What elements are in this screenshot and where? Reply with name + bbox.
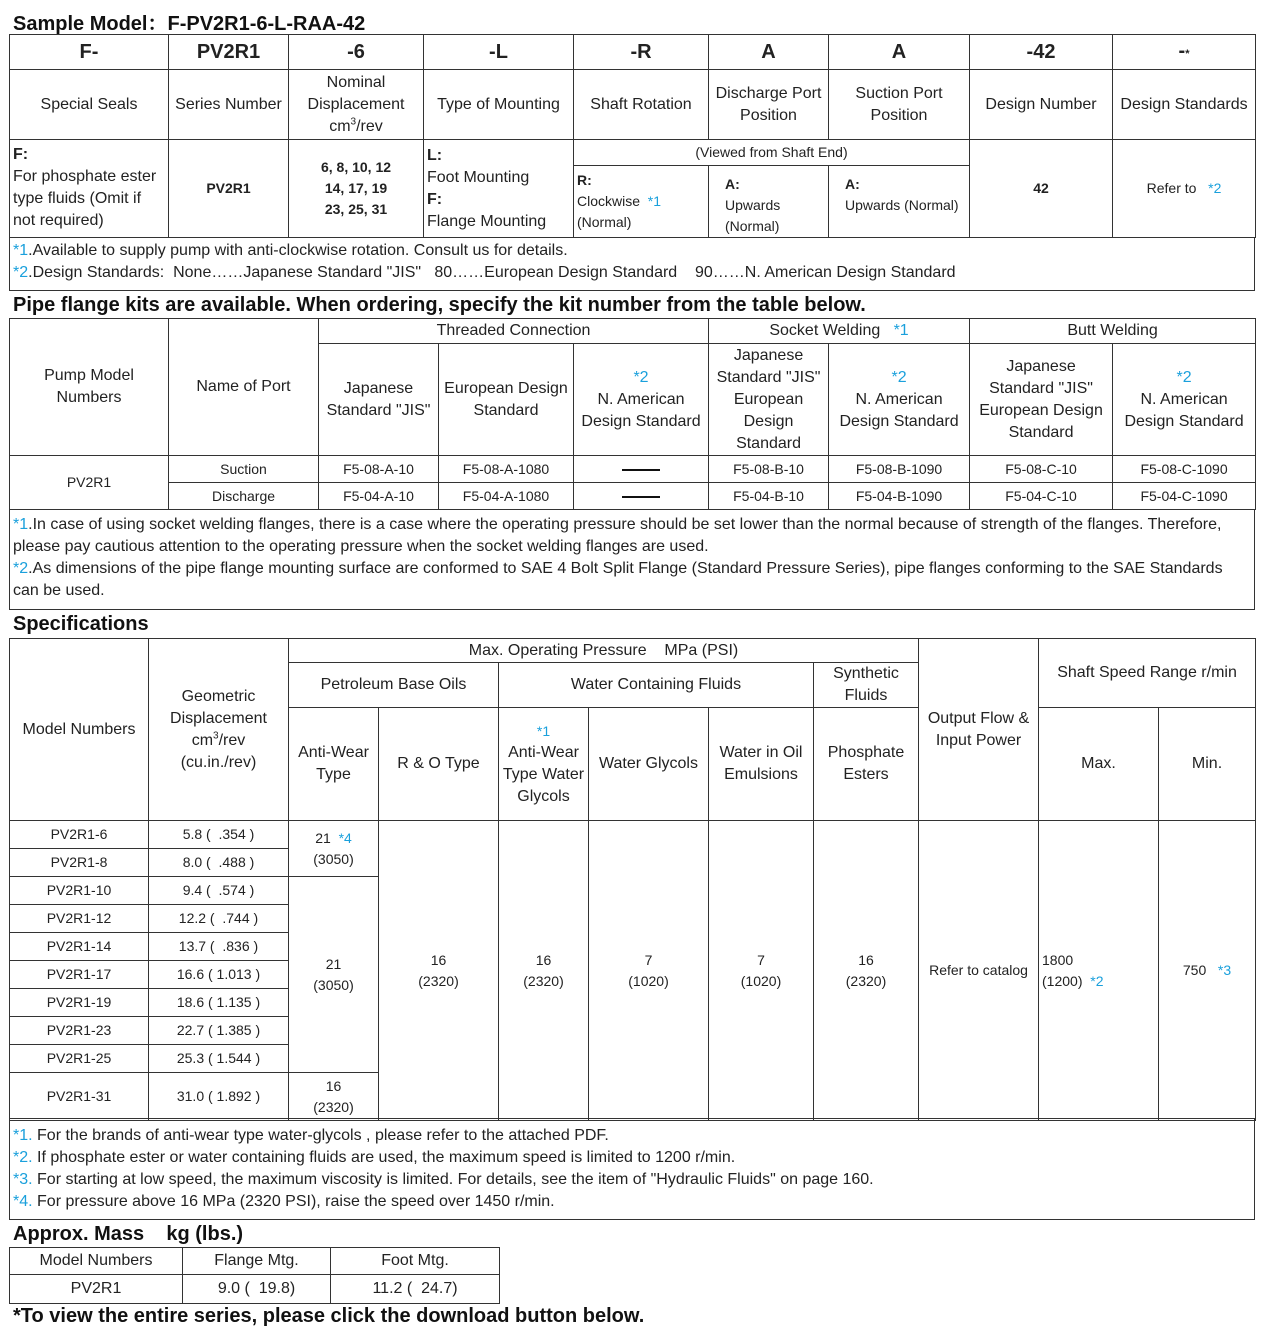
table-row — [10, 483, 1256, 510]
series-option: PV2R1 — [169, 140, 289, 238]
specs-title: Specifications — [13, 613, 149, 635]
flange-notes: *1.In case of using socket welding flanges, there is a case where the operating pressure should be set lower than the normal because of strength of the flanges. Therefore, please pay cautious attention to the operating pressure when the socket welding flanges are used. *2.As dimensions of the pipe flange mounting surface are conformed to SAE 4 Bolt Split Flange (Standard Pressure Series), pipe flanges conforming to the SAE Standards can be used. — [9, 509, 1255, 610]
flange-title: Pipe flange kits are available. When ordering, specify the kit number from the table below. — [13, 294, 866, 316]
disp-cell: 31.0 ( 1.892 ) — [149, 1073, 289, 1121]
kit-cell: F5-04-C-1090 — [1113, 483, 1256, 510]
header-discharge-port: Discharge Port Position — [709, 70, 829, 140]
header-socket: Socket Welding *1 — [709, 319, 970, 344]
rotation-option: R: Clockwise *1 (Normal) — [574, 166, 709, 238]
disp-cell: 12.2 ( .744 ) — [149, 905, 289, 933]
model-cell: PV2R1-19 — [10, 989, 149, 1017]
mass-table — [9, 1247, 500, 1304]
code-design-number: -42 — [970, 35, 1113, 70]
header-name-of-port: Name of Port — [169, 319, 319, 456]
water-glycol-value: 7 (1020) — [589, 821, 709, 1121]
header-butt-na: *2 N. American Design Standard — [1113, 344, 1256, 456]
viewed-from-shaft-end: (Viewed from Shaft End) — [574, 140, 970, 166]
mass-foot-value: 11.2 ( 24.7) — [331, 1275, 500, 1304]
specs-notes: *1. For the brands of anti-wear type water-glycols , please refer to the attached PDF. *2. If phosphate ester or water containing fluids are used, the maximum speed is limited to 1200 r/min. *3. For starting at low speed, the maximum viscosity is limited. For details, see the item of "Hydraulic Fluids" on page 160. *4. For pressure above 16 MPa (2320 PSI), raise the speed over 1450 r/min. — [9, 1118, 1255, 1220]
header-threaded-eu: European Design Standard — [439, 344, 574, 456]
sample-model-table — [9, 34, 1256, 238]
disp-cell: 16.6 ( 1.013 ) — [149, 961, 289, 989]
code-design-standards: -* — [1113, 35, 1256, 70]
header-butt: Butt Welding — [970, 319, 1256, 344]
ro-value: 16 (2320) — [379, 821, 499, 1121]
header-design-number: Design Number — [970, 70, 1113, 140]
header-r-o: R & O Type — [379, 708, 499, 821]
disp-cell: 5.8 ( .354 ) — [149, 821, 289, 849]
mass-header-model: Model Numbers — [10, 1248, 183, 1275]
code-discharge: A — [709, 35, 829, 70]
code-suction: A — [829, 35, 970, 70]
model-cell: PV2R1-8 — [10, 849, 149, 877]
disp-cell: 22.7 ( 1.385 ) — [149, 1017, 289, 1045]
water-in-oil-value: 7 (1020) — [709, 821, 814, 1121]
specs-table — [9, 638, 1256, 1121]
header-threaded: Threaded Connection — [319, 319, 709, 344]
code-displacement: -6 — [289, 35, 424, 70]
header-shaft-rotation: Shaft Rotation — [574, 70, 709, 140]
anti-wear-value: 21 (3050) — [289, 877, 379, 1073]
header-nominal-displacement: Nominal Displacement $cm^3$/rev — [289, 70, 424, 140]
download-note: *To view the entire series, please click the download button below. — [13, 1305, 645, 1327]
header-threaded-na: *2 N. American Design Standard — [574, 344, 709, 456]
header-design-standards: Design Standards — [1113, 70, 1256, 140]
model-cell: PV2R1-12 — [10, 905, 149, 933]
kit-cell: F5-08-B-1090 — [829, 456, 970, 483]
mass-title: Approx. Mass kg (lbs.) — [13, 1223, 244, 1245]
header-type-of-mounting: Type of Mounting — [424, 70, 574, 140]
header-petroleum: Petroleum Base Oils — [289, 663, 499, 708]
seal-option: F: For phosphate ester type fluids (Omit if not required) — [10, 140, 169, 238]
kit-cell: F5-04-C-10 — [970, 483, 1113, 510]
table-row — [10, 456, 1256, 483]
header-water-glycols: Water Glycols — [589, 708, 709, 821]
header-speed-max: Max. — [1039, 708, 1159, 821]
output-flow-value: Refer to catalog — [919, 821, 1039, 1121]
kit-cell: F5-04-B-1090 — [829, 483, 970, 510]
kit-cell: F5-08-A-1080 — [439, 456, 574, 483]
port-name: Discharge — [169, 483, 319, 510]
mass-flange-value: 9.0 ( 19.8) — [183, 1275, 331, 1304]
header-aw-water-glycols: *1 Anti-Wear Type Water Glycols — [499, 708, 589, 821]
design-standards-ref: Refer to *2 — [1113, 140, 1256, 238]
table-row — [10, 821, 1256, 849]
disp-cell: 13.7 ( .836 ) — [149, 933, 289, 961]
code-mounting: -L — [424, 35, 574, 70]
design-number-value: 42 — [970, 140, 1113, 238]
header-suction-port: Suction Port Position — [829, 70, 970, 140]
mounting-options: L: Foot Mounting F: Flange Mounting — [424, 140, 574, 238]
kit-cell: F5-08-C-1090 — [1113, 456, 1256, 483]
kit-cell: F5-04-A-10 — [319, 483, 439, 510]
header-model-numbers: Model Numbers — [10, 639, 149, 821]
header-socket-na: *2 N. American Design Standard — [829, 344, 970, 456]
mass-model: PV2R1 — [10, 1275, 183, 1304]
header-pump-model: Pump Model Numbers — [10, 319, 169, 456]
kit-cell: F5-08-A-10 — [319, 456, 439, 483]
kit-cell: F5-04-A-1080 — [439, 483, 574, 510]
disp-cell: 8.0 ( .488 ) — [149, 849, 289, 877]
header-threaded-jis: Japanese Standard "JIS" — [319, 344, 439, 456]
header-socket-jis-eu: Japanese Standard "JIS" European Design Standard — [709, 344, 829, 456]
kit-cell-none — [574, 456, 709, 483]
header-water-in-oil: Water in Oil Emulsions — [709, 708, 814, 821]
mass-header-flange: Flange Mtg. — [183, 1248, 331, 1275]
header-special-seals: Special Seals — [10, 70, 169, 140]
speed-min-value: 750 *3 — [1159, 821, 1256, 1121]
displacement-options: 6, 8, 10, 12 14, 17, 19 23, 25, 31 — [289, 140, 424, 238]
header-speed-min: Min. — [1159, 708, 1256, 821]
header-series-number: Series Number — [169, 70, 289, 140]
model-cell: PV2R1-10 — [10, 877, 149, 905]
mass-header-foot: Foot Mtg. — [331, 1248, 500, 1275]
flange-model: PV2R1 — [10, 456, 169, 510]
model-cell: PV2R1-23 — [10, 1017, 149, 1045]
kit-cell: F5-04-B-10 — [709, 483, 829, 510]
port-name: Suction — [169, 456, 319, 483]
header-synthetic: Synthetic Fluids — [814, 663, 919, 708]
code-seal: F- — [10, 35, 169, 70]
header-butt-jis-eu: Japanese Standard "JIS" European Design Standard — [970, 344, 1113, 456]
disp-cell: 9.4 ( .574 ) — [149, 877, 289, 905]
speed-max-value: 1800 (1200) *2 — [1039, 821, 1159, 1121]
code-rotation: -R — [574, 35, 709, 70]
anti-wear-value: 21 *4 (3050) — [289, 821, 379, 877]
anti-wear-value: 16 (2320) — [289, 1073, 379, 1121]
table-row — [10, 1275, 500, 1304]
header-water-containing: Water Containing Fluids — [499, 663, 814, 708]
code-series: PV2R1 — [169, 35, 289, 70]
header-max-pressure: Max. Operating Pressure MPa (PSI) — [289, 639, 919, 663]
flange-table — [9, 318, 1256, 510]
suction-option: A: Upwards (Normal) — [829, 166, 970, 238]
model-cell: PV2R1-6 — [10, 821, 149, 849]
disp-cell: 25.3 ( 1.544 ) — [149, 1045, 289, 1073]
model-cell: PV2R1-31 — [10, 1073, 149, 1121]
model-cell: PV2R1-25 — [10, 1045, 149, 1073]
phosphate-ester-value: 16 (2320) — [814, 821, 919, 1121]
header-shaft-speed: Shaft Speed Range r/min — [1039, 639, 1256, 708]
model-cell: PV2R1-14 — [10, 933, 149, 961]
header-anti-wear: Anti-Wear Type — [289, 708, 379, 821]
model-cell: PV2R1-17 — [10, 961, 149, 989]
header-geometric-displacement: Geometric Displacement $cm^3$/rev (cu.in./rev) — [149, 639, 289, 821]
kit-cell: F5-08-C-10 — [970, 456, 1113, 483]
sample-model-title: Sample Model：F-PV2R1-6-L-RAA-42 — [13, 13, 366, 35]
aw-water-glycol-value: 16 (2320) — [499, 821, 589, 1121]
header-output-flow: Output Flow & Input Power — [919, 639, 1039, 821]
kit-cell: F5-08-B-10 — [709, 456, 829, 483]
kit-cell-none — [574, 483, 709, 510]
sample-notes: *1.Available to supply pump with anti-clockwise rotation. Consult us for details. *2.Design Standards: None……Japanese Standard "JIS" 80……European Design Standard 90……N. American Design Standard — [9, 237, 1255, 291]
discharge-option: A: Upwards (Normal) — [709, 166, 829, 238]
disp-cell: 18.6 ( 1.135 ) — [149, 989, 289, 1017]
header-phosphate-esters: Phosphate Esters — [814, 708, 919, 821]
